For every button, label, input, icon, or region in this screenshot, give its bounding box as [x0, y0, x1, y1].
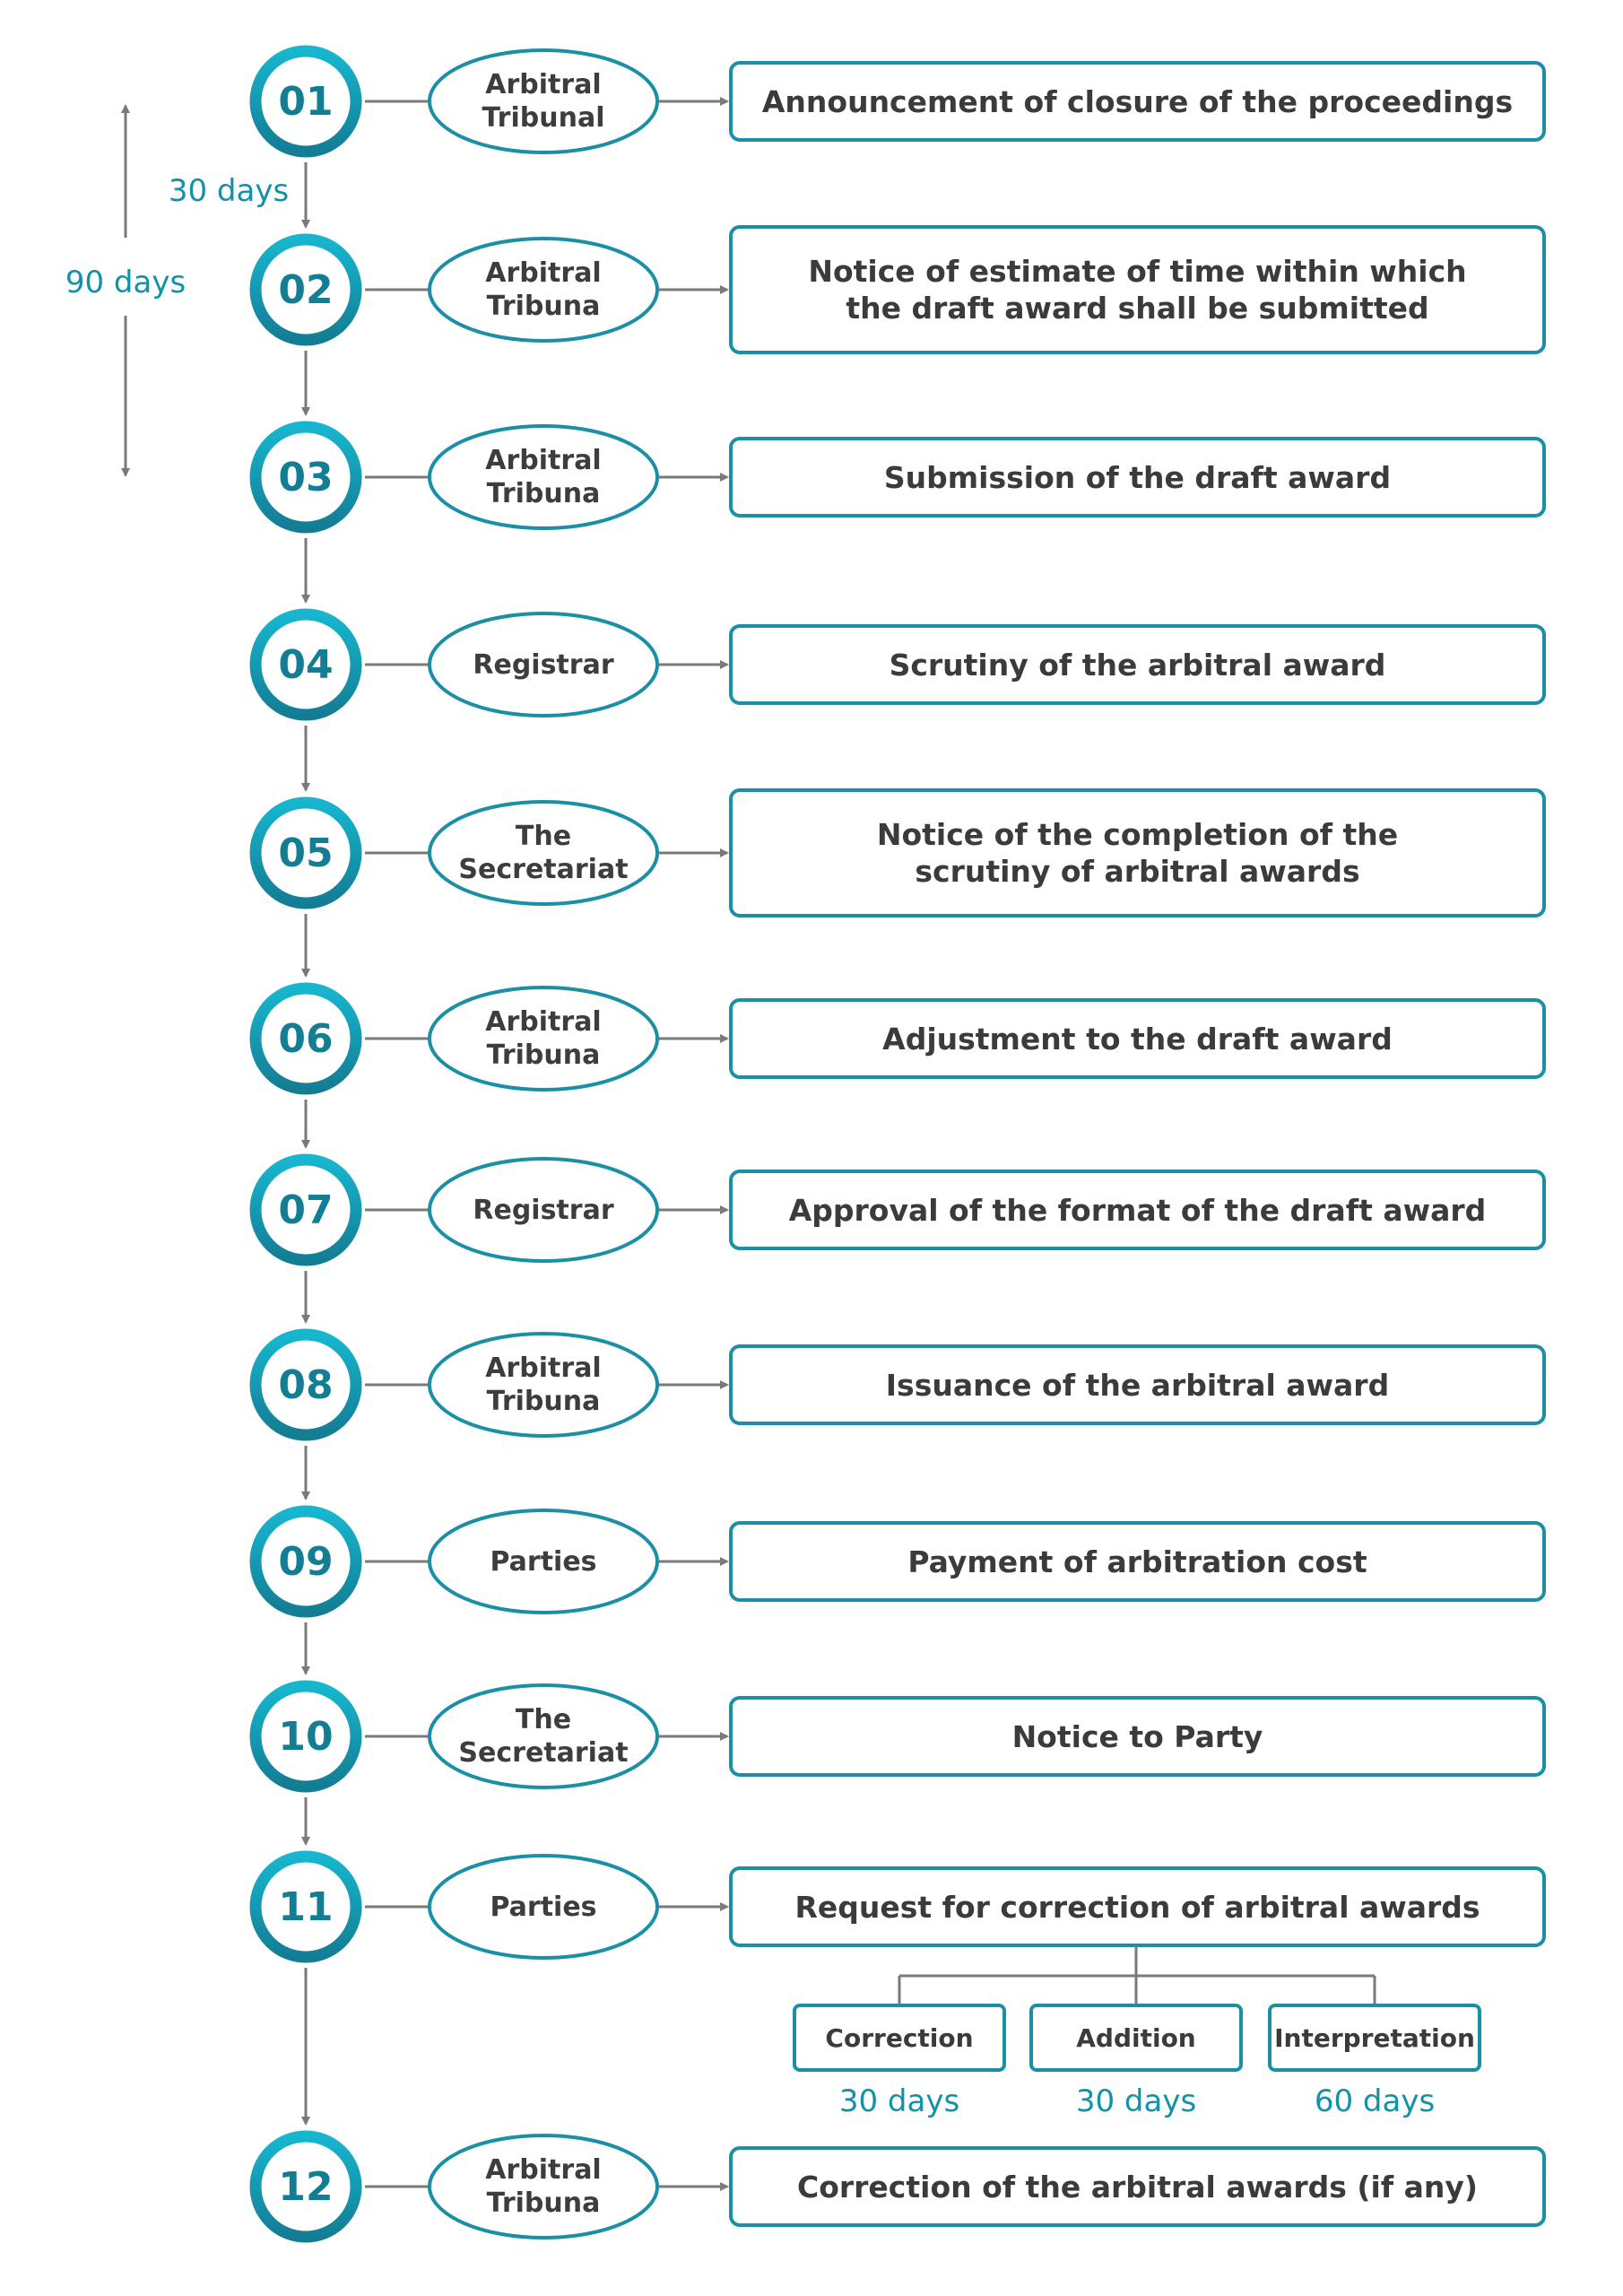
step-number: 01 — [278, 78, 334, 125]
step-number: 04 — [278, 641, 334, 688]
option-label: Correction — [825, 2022, 974, 2053]
action-label: Notice to Party — [1011, 1718, 1263, 1754]
actor-label: The Secretariat — [458, 821, 629, 885]
option-days-label: 30 days — [838, 2083, 960, 2119]
actor-label: Parties — [490, 1891, 597, 1923]
thirty-days-label: 30 days — [168, 173, 290, 209]
action-label: Notice of the completion of the scrutiny of arbitral awards — [876, 817, 1399, 889]
action-label: Approval of the format of the draft award — [788, 1192, 1487, 1228]
action-label: Announcement of closure of the proceedings — [761, 83, 1514, 119]
actor-label: Arbitral Tribuna — [485, 257, 602, 322]
option-label: Interpretation — [1274, 2022, 1475, 2053]
step-number: 06 — [278, 1015, 334, 1062]
actor-label: Arbitral Tribuna — [485, 1352, 602, 1417]
action-label: Correction of the arbitral awards (if any) — [796, 2169, 1479, 2205]
actor-label: Arbitral Tribunal — [482, 69, 605, 134]
actor-label: Arbitral Tribuna — [485, 1006, 602, 1071]
actor-label: Arbitral Tribuna — [485, 445, 602, 509]
action-label: Adjustment to the draft award — [882, 1021, 1393, 1057]
step-number: 05 — [278, 830, 334, 876]
step-number: 03 — [278, 454, 334, 500]
actor-label: The Secretariat — [458, 1704, 629, 1769]
option-days-label: 60 days — [1314, 2083, 1436, 2119]
option-label: Addition — [1076, 2022, 1196, 2053]
action-label: Notice of estimate of time within which the draft award shall be submitted — [808, 254, 1467, 326]
ninety-days-label: 90 days — [65, 265, 187, 300]
step-number: 10 — [278, 1713, 334, 1760]
actor-label: Parties — [490, 1545, 597, 1578]
step-number: 02 — [278, 266, 334, 313]
step-number: 08 — [278, 1361, 334, 1408]
step-number: 12 — [278, 2163, 334, 2210]
actor-label: Arbitral Tribuna — [485, 2154, 602, 2219]
option-days-label: 30 days — [1075, 2083, 1197, 2119]
step-number: 07 — [278, 1187, 334, 1233]
action-label: Issuance of the arbitral award — [885, 1367, 1390, 1403]
actor-label: Registrar — [473, 648, 614, 681]
step-number: 11 — [278, 1883, 334, 1930]
action-label: Payment of arbitration cost — [907, 1544, 1367, 1579]
actor-label: Registrar — [473, 1194, 614, 1226]
step-number: 09 — [278, 1538, 334, 1585]
action-label: Scrutiny of the arbitral award — [889, 647, 1386, 683]
action-label: Submission of the draft award — [883, 459, 1392, 495]
action-label: Request for correction of arbitral awards — [794, 1889, 1480, 1925]
